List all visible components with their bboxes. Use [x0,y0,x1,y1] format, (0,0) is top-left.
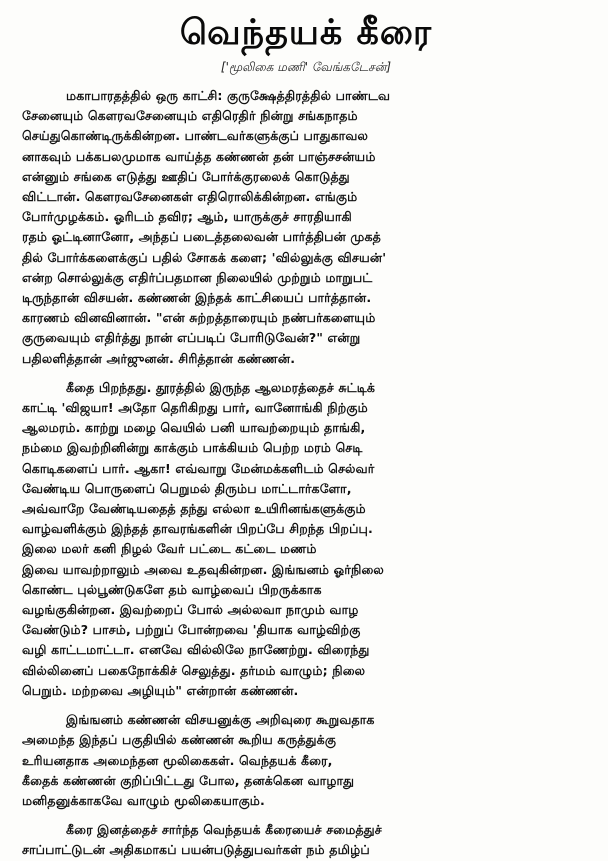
text-line: என்ற சொல்லுக்கு எதிர்ப்பதமான நிலையில் முற்றும் மாறுபட் [22,269,373,285]
text-line: செய்துகொண்டிருக்கின்றன. பாண்டவர்களுக்குப் பாதுகாவல [22,128,369,144]
text-line: அமைந்த இந்தப் பகுதியில் கண்ணன் கூறிய கருத்துக்கு [22,732,337,748]
text-line: வேண்டும்? பாசம், பற்றுப் போன்றவை 'தியாக வாழ்விற்கு [22,622,361,638]
text-line: சாப்பாட்டுடன் அதிகமாகப் பயன்படுத்துபவர்கள் நம் தமிழ்ப் [22,842,370,858]
article-byline: ['மூலிகை மணி' வேங்கடேசன்] [220,60,392,74]
text-line: காரணம் வினவினான். "என் சுற்றத்தாரையும் நண்பர்களையும் [22,310,376,326]
text-line: ரதம் ஓட்டினானோ, அந்தப் படைத்தலைவன் பார்த்திபன் முகத் [22,229,381,245]
text-line: கீதை பிறந்தது. தூரத்தில் இருந்த ஆலமரத்தைச் சுட்டிக் [66,379,376,395]
text-line: டிருந்தான் விசயன். கண்ணன் இந்தக் காட்சியைப் பார்த்தான். [22,290,372,306]
article-title: வெந்தயக் கீரை [179,12,433,53]
paragraph [22,820,590,860]
text-line: உரியனதாக அமைந்தன மூலிகைகள். வெந்தயக் கீரை, [22,752,333,768]
text-line: குருவையும் எதிர்த்து நான் எப்படிப் போரிடுவேன்?" என்று [22,330,361,346]
text-line: நம்மை இவற்றினின்று காக்கும் பாக்கியம் பெற்ற மரம் செடி [22,440,363,456]
text-line: கொண்ட புல்பூண்டுகளே தம் வாழ்வைப் பிறருக்காக [22,581,322,597]
text-line: தில் போர்க்களைக்குப் பதில் சோகக் களை; 'வில்லுக்கு விசயன்' [22,249,387,265]
text-line: கீதைக் கண்ணன் குறிப்பிட்டது போல, தனக்கென வாழாது [22,772,355,788]
text-line: ஆலமரம். காற்று மழை வெயில் பனி யாவற்றையும் தாங்கி, [22,420,366,436]
text-line: என்னும் சங்கை எடுத்து ஊதிப் போர்க்குரலைக் கொடுத்து [22,168,350,184]
text-line: வழங்குகின்றன. இவற்றைப் போல் அல்லவா நாமும் வாழ [22,602,359,618]
text-line: மனிதனுக்காகவே வாழும் மூலிகையாகும். [22,792,265,808]
text-line: பதிலளித்தான் அர்ஜுனன். சிரித்தான் கண்ணன். [22,350,296,366]
paragraph [22,710,590,811]
text-line: வழி காட்டமாட்டா. எனவே வில்லிலே நாணேற்று. விரைந்து [22,642,370,658]
paragraph [22,86,590,369]
paragraph [22,378,590,701]
text-line: னாகவும் பக்கபலமுமாக வாய்த்த கண்ணன் தன் பாஞ்சசன்யம் [22,148,376,164]
text-line: வில்லினைப் பகைநோக்கிச் செலுத்து. தர்மம் வாழும்; நிலை [22,662,366,678]
text-line: போர்முழக்கம். ஓரிடம் தவிர; ஆம், யாருக்குச் சாரதியாகி [22,209,352,225]
article-body [22,86,590,861]
text-line: கொடிகளைப் பார். ஆகா! எவ்வாறு மேன்மக்களிடம் செல்வர் [22,460,375,476]
text-line: கீரை இனத்தைச் சார்ந்த வெந்தயக் கீரையைச் சமைத்துச் [66,822,382,838]
text-line: சேனையும் கௌரவசேனையும் எதிரெதிர் நின்று சங்கநாதம் [22,108,358,124]
text-line: இலை மலர் கனி நிழல் வேர் பட்டை கட்டை மணம் [22,541,317,557]
text-line: வாழ்வளிக்கும் இந்தத் தாவரங்களின் பிறப்பே சிறந்த பிறப்பு. [22,521,373,537]
text-line: வேண்டிய பொருளைப் பெறுமல் திரும்ப மாட்டார்களோ, [22,480,352,496]
text-line: இங்ஙனம் கண்ணன் விசயனுக்கு அறிவுரை கூறுவதாக [66,712,375,728]
text-line: விட்டான். கௌரவசேனைகள் எதிரொலிக்கின்றன. எங்கும் [22,189,358,205]
text-line: இவை யாவற்றாலும் அவை உதவுகின்றன. இங்ஙனம் ஓர்நிலை [22,561,384,577]
text-line: பெறும். மற்றவை அழியும்" என்றான் கண்ணன். [22,682,299,698]
text-line: காட்டி 'விஜயா! அதோ தெரிகிறது பார், வானோங்கி நிற்கும் [22,400,368,416]
text-line: மகாபாரதத்தில் ஒரு காட்சி: குருக்ஷேத்திரத்தில் பாண்டவ [66,88,391,103]
text-line: அவ்வாறே வேண்டியதைத் தந்து எல்லா உயிரினங்களுக்கும் [22,501,366,517]
